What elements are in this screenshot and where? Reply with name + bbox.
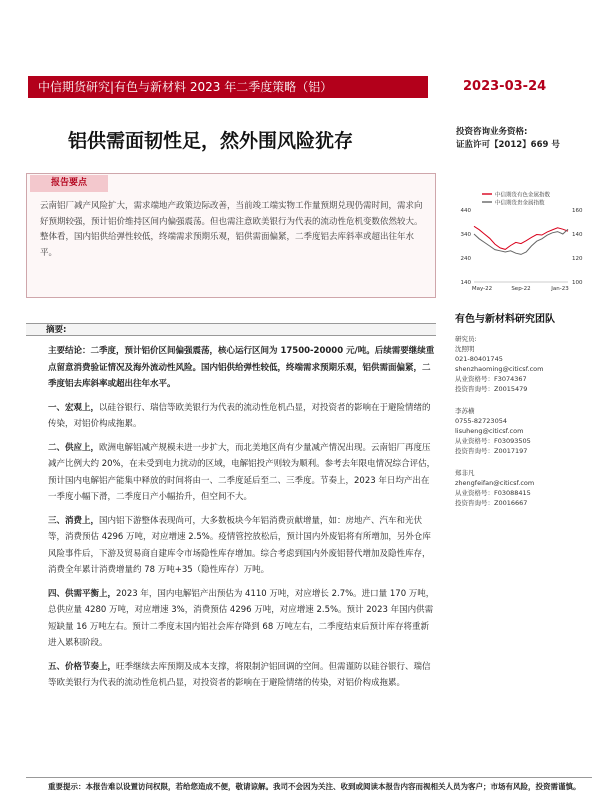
researcher-name: 沈照明 bbox=[455, 345, 475, 353]
researcher-email[interactable]: zhengfeifan@citicsf.com bbox=[455, 479, 535, 487]
legend-label: 中信期货贵金属指数 bbox=[495, 200, 545, 207]
y-left-tick-label: 340 bbox=[460, 232, 471, 238]
y-right-tick-label: 140 bbox=[572, 232, 583, 238]
abstract-point bbox=[48, 513, 436, 579]
x-tick-label: Sep-22 bbox=[511, 286, 531, 292]
point-lead: 三、消费上， bbox=[48, 515, 100, 526]
point-text: 旺季继续去库预期及成本支撑，将限制沪铝回调的空间。但需谨防以硅谷银行、瑞信等欧美银行为代表的流动性危机凸显，对投资者的影响在于避险情绪的传染，对铝价构成拖累。 bbox=[48, 661, 431, 688]
researcher-email[interactable]: shenzhaoming@citicsf.com bbox=[455, 365, 544, 373]
abstract-point bbox=[48, 659, 436, 692]
report-header-bar bbox=[28, 76, 428, 98]
researcher-cert: 投资咨询号：Z0015479 bbox=[455, 385, 528, 393]
y-right-tick-label: 100 bbox=[572, 280, 583, 286]
x-tick-label: Jan-23 bbox=[551, 286, 569, 292]
series-line bbox=[474, 229, 568, 254]
researcher-card bbox=[455, 406, 595, 456]
researcher-name: 李苏横 bbox=[455, 407, 475, 415]
report-title: 铝供需面韧性足，然外围风险犹存 bbox=[68, 130, 354, 152]
researcher-phone: 0755-82723054 bbox=[455, 417, 507, 425]
report-series-title: 中信期货研究|有色与新材料 2023 年二季度策略（铝） bbox=[38, 80, 333, 94]
researcher-email[interactable]: lisuheng@citicsf.com bbox=[455, 427, 524, 435]
abstract-point bbox=[48, 400, 436, 433]
report-date: 2023-03-24 bbox=[463, 79, 547, 94]
researcher-cert: 投资咨询号：Z0017197 bbox=[455, 447, 528, 455]
point-lead: 一、宏观上， bbox=[48, 402, 100, 413]
researchers-list bbox=[455, 334, 595, 520]
y-left-tick-label: 440 bbox=[460, 208, 471, 214]
qualification-label: 投资咨询业务资格: bbox=[456, 127, 528, 137]
team-name: 有色与新材料研究团队 bbox=[455, 314, 555, 325]
qualification-license: 证监许可【2012】669 号 bbox=[456, 140, 560, 150]
legend-label: 中信期货有色金属指数 bbox=[495, 192, 551, 199]
researcher-card bbox=[455, 468, 595, 508]
main-conclusion: 主要结论：二季度，预计铝价区间偏强震荡，核心运行区间为 17500-20000 元/吨。后续需要继续重点留意消费验证情况及海外流动性风险。国内铝供给弹性较低，终端需求预期乐观，铝供需面偏紧，二季度铝去库斜率或超出往年水平。 bbox=[48, 346, 435, 389]
researcher-name: 郑非凡 bbox=[455, 469, 475, 477]
summary-tab: 报告要点 bbox=[30, 175, 108, 192]
researcher-card bbox=[455, 344, 595, 394]
point-text: 国内铝下游整体表现尚可，大多数板块今年铝消费贡献增量，如：房地产、汽车和光伏等，消费预估 4296 万吨，对应增速 2.5%。疫情管控放松后，预计国内外废铝将有所增加，另外仓库风险事件后，下游及贸易商自建库令市场隐性库存增加。综合考虑到国内外废铝替代增加及隐性库存，消费全年累计消费增量约 78 万吨+35（隐性库存）万吨。 bbox=[48, 515, 431, 575]
y-left-tick-label: 140 bbox=[460, 280, 471, 286]
point-lead: 五、价格节奏上， bbox=[48, 661, 117, 672]
researcher-cert: 从业资格号：F03093505 bbox=[455, 437, 531, 445]
disclaimer: 重要提示：本报告难以设置访问权限，若给您造成不便，敬请谅解。我司不会因为关注、收到或阅读本报告内容而视相关人员为客户；市场有风险，投资需谨慎。 bbox=[48, 782, 581, 791]
qualification-block bbox=[456, 126, 560, 152]
researcher-cert: 投资咨询号：Z0016667 bbox=[455, 499, 528, 507]
researcher-cert: 从业资格号：F03088415 bbox=[455, 489, 531, 497]
y-right-tick-label: 160 bbox=[572, 208, 583, 214]
y-left-tick-label: 240 bbox=[460, 256, 471, 262]
point-lead: 二、供应上， bbox=[48, 442, 100, 453]
abstract-point bbox=[48, 586, 436, 652]
abstract-body bbox=[48, 343, 436, 699]
point-text: 以硅谷银行、瑞信等欧美银行为代表的流动性危机凸显，对投资者的影响在于避险情绪的传染，对铝价构成拖累。 bbox=[48, 402, 431, 429]
researcher-cert: 从业资格号：F3074367 bbox=[455, 375, 527, 383]
x-tick-label: May-22 bbox=[471, 286, 493, 292]
index-chart bbox=[452, 186, 592, 298]
series-line bbox=[474, 226, 568, 249]
point-text: 2023 年，国内电解铝产出预估为 4110 万吨，对应增长 2.7%。进口量 170 万吨，总供应量 4280 万吨，对应增速 3%，消费预估 4296 万吨，对应增速 2.5%。预计 2023 年国内供需短缺量 16 万吨左右。预计二季度末国内铝社会库存降到 68 万吨左右，二季度结束后预计库存将重新进入累积阶段。 bbox=[48, 588, 435, 648]
researchers-label: 研究员: bbox=[455, 335, 477, 343]
researcher-phone: 021-80401745 bbox=[455, 355, 503, 363]
point-text: 欧洲电解铝减产规模未进一步扩大，而北美地区尚有少量减产情况出现。云南铝厂再度压减产比例大约 20%，在未受到电力扰动的区域，电解铝投产则较为顺利。参考去年限电情况综合评估，预计国内电解铝产能集中释放的时间将由一、二季度延后至二、三季度。节奏上，2023 年日均产出在一季度小幅下滑，二季度日产小幅抬升，但空间不大。 bbox=[48, 442, 436, 502]
y-right-tick-label: 120 bbox=[572, 256, 583, 262]
abstract-heading: 摘要: bbox=[26, 323, 436, 336]
footer-divider bbox=[26, 777, 592, 778]
abstract-point bbox=[48, 440, 436, 506]
summary-text: 云南铝厂减产风险扩大，需求端地产政策边际改善，当前竣工端实物工作量预期兑现仍需时间，需求向好预期较强，预计铝价维持区间内偏强震荡。但也需注意欧美银行为代表的流动性危机变数依然较大。整体看，国内铝供给弹性较低，终端需求预期乐观，铝供需面偏紧，二季度铝去库斜率或超出往年水平。 bbox=[40, 201, 423, 258]
point-lead: 四、供需平衡上， bbox=[48, 588, 117, 599]
